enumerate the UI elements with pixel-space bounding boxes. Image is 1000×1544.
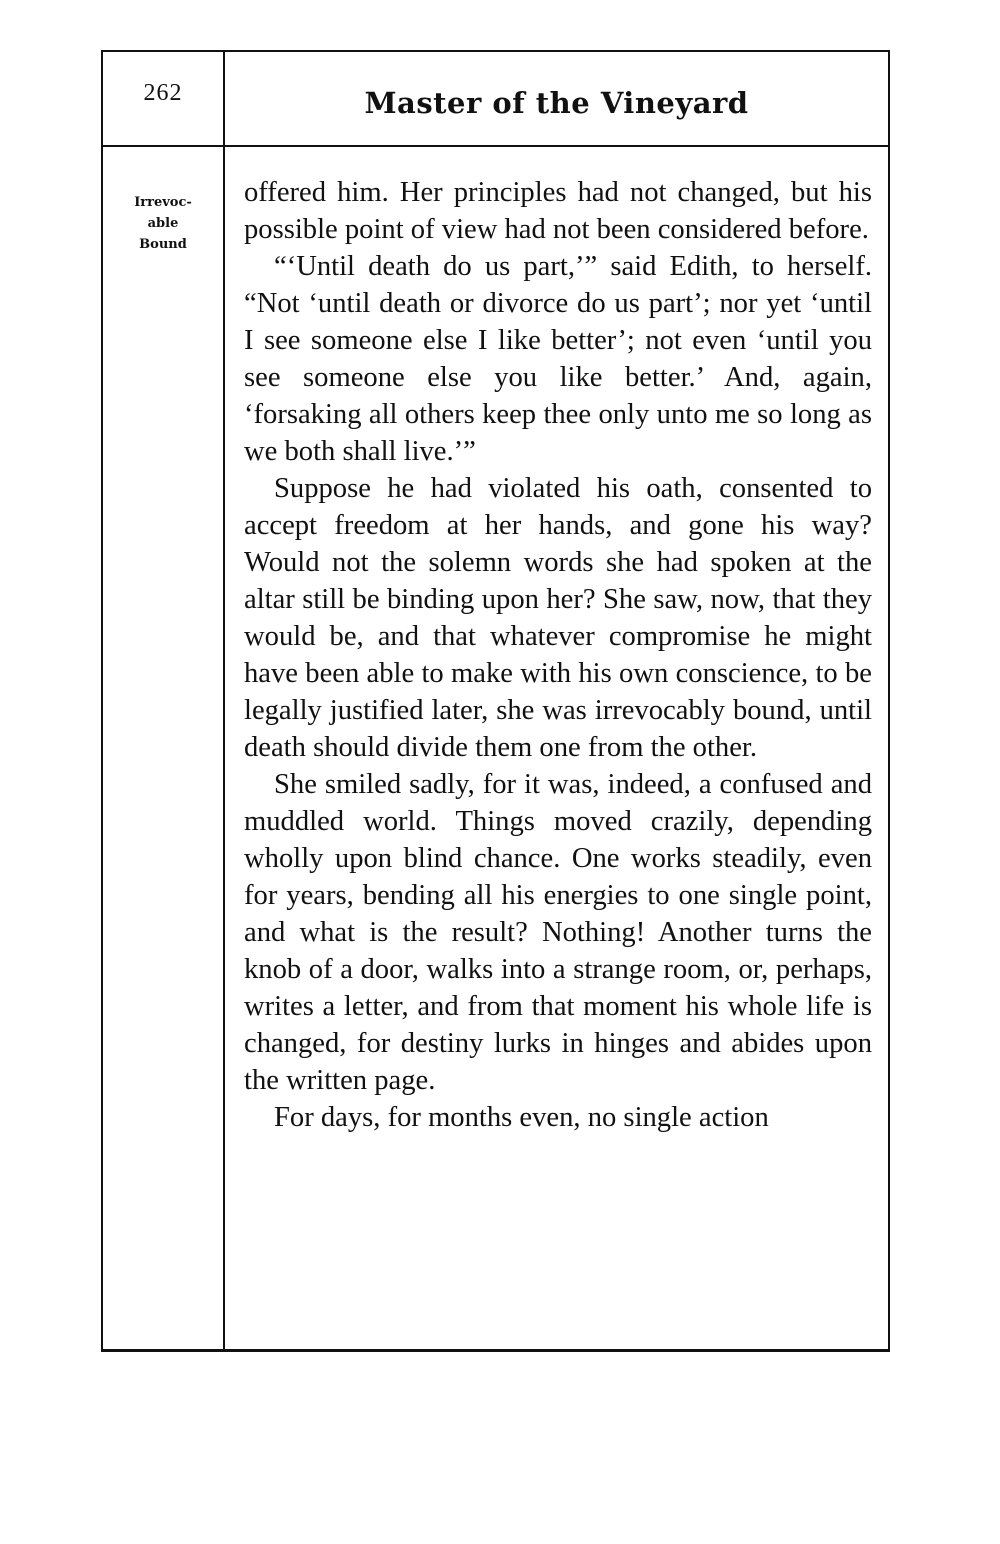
- sidenote-line: Bound: [139, 237, 187, 252]
- page-number: 262: [143, 80, 183, 106]
- margin-column-divider: [223, 52, 225, 1349]
- margin-sidenote: [103, 192, 223, 255]
- paragraph: offered him. Her principles had not changed, but his possible point of view had not been considered before.: [244, 177, 872, 245]
- page-frame: [101, 50, 890, 1352]
- paragraph: Suppose he had violated his oath, consented to accept freedom at her hands, and gone his way? Would not the solemn words she had spoken at the altar still be binding upon her? She saw, now, that they would be, and that whatever compromise he might have been able to make with his own conscience, to be legally justified later, she was irrevocably bound, until death should divide them one from the other.: [244, 473, 872, 763]
- sidenote-line: able: [147, 216, 179, 231]
- sidenote-line: Irrevoc-: [134, 195, 192, 210]
- header-rule: [103, 145, 888, 147]
- paragraph: For days, for months even, no single action: [274, 1102, 769, 1133]
- paragraph: “‘Until death do us part,’” said Edith, to herself. “Not ‘until death or divorce do us part’; nor yet ‘until I see someone else I like better’; not even ‘until you see someone else you like better.’ And, again, ‘forsaking all others keep thee only unto me so long as we both shall live.’”: [244, 251, 872, 467]
- paragraph: She smiled sadly, for it was, indeed, a confused and muddled world. Things moved crazily, depending wholly upon blind chance. One works steadily, even for years, bending all his energies to one single point, and what is the result? Nothing! Another turns the knob of a door, walks into a strange room, or, perhaps, writes a letter, and from that moment his whole life is changed, for destiny lurks in hinges and abides upon the written page.: [244, 769, 872, 1096]
- running-title: Master of the Vineyard: [364, 86, 749, 120]
- body-text: [244, 174, 872, 1136]
